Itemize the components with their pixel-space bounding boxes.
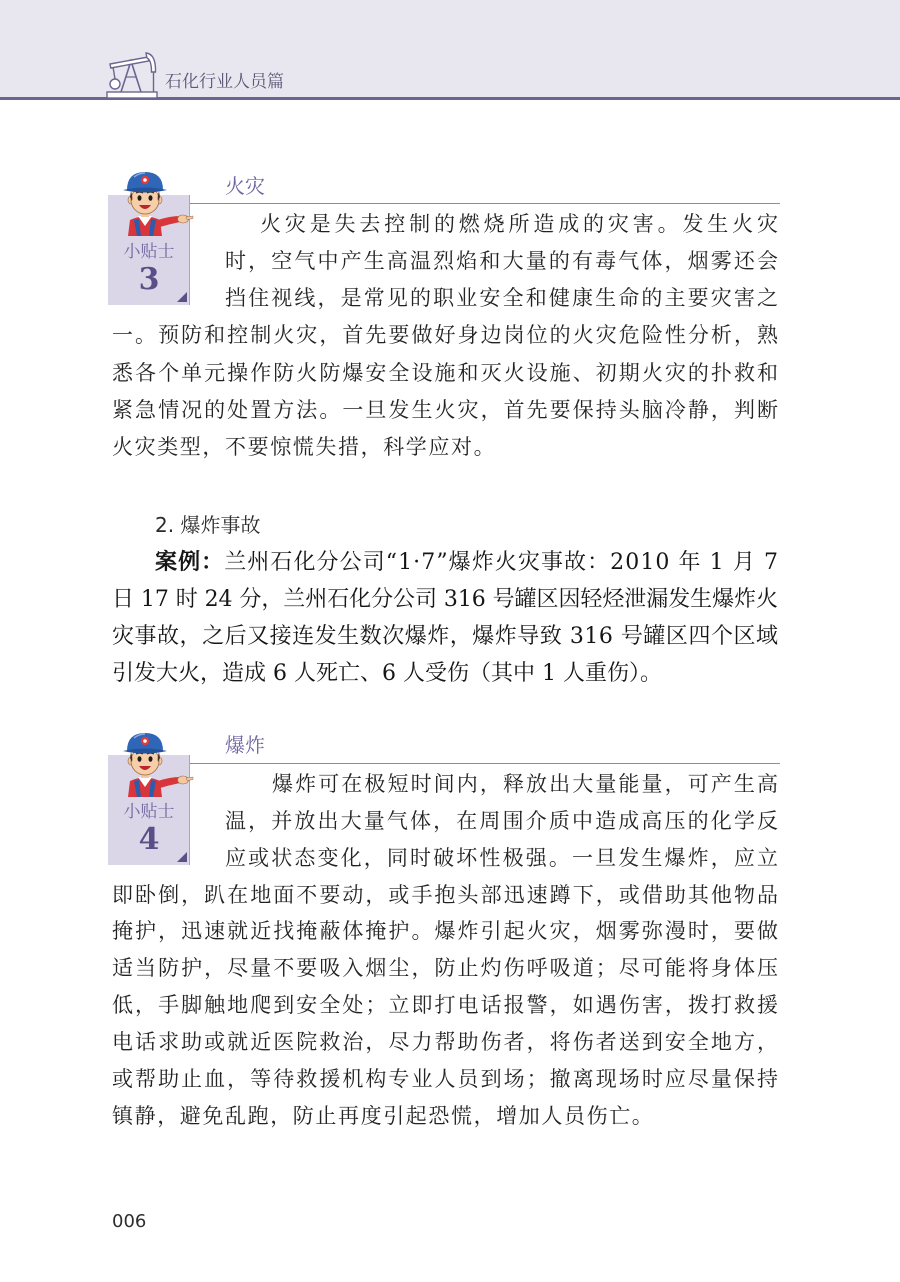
text-line: 电话求助或就近医院救治，尽力帮助伤者，将伤者送到安全地方， xyxy=(112,1030,781,1054)
book-part-title: 石化行业人员篇 xyxy=(165,72,284,92)
text-line: 应或状态变化，同时破坏性极强。一旦发生爆炸，应立 xyxy=(225,846,781,870)
text-line: 镇静，避免乱跑，防止再度引起恐慌，增加人员伤亡。 xyxy=(112,1104,655,1128)
case-label: 案例： xyxy=(155,549,225,575)
tip-title: 爆炸 xyxy=(225,733,265,757)
tip-badge-number: 3 xyxy=(138,262,160,297)
case-line: 灾事故，之后又接连发生数次爆炸，爆炸导致 316 号罐区四个区域 xyxy=(112,624,779,649)
tip-title-rule xyxy=(190,203,780,204)
corner-triangle-icon xyxy=(177,292,187,302)
section-heading: 2. 爆炸事故 xyxy=(155,513,261,537)
case-line xyxy=(155,544,779,581)
tip-badge-label: 小贴士 xyxy=(123,242,175,262)
text-line: 或帮助止血，等待救援机构专业人员到场；撤离现场时应尽量保持 xyxy=(112,1067,781,1091)
tip-title-rule xyxy=(190,763,780,764)
tip-title: 火灾 xyxy=(225,174,265,198)
tip-badge-number: 4 xyxy=(138,822,160,857)
text-line: 一。预防和控制火灾，首先要做好身边岗位的火灾危险性分析，熟 xyxy=(112,323,781,347)
text-line: 火灾是失去控制的燃烧所造成的灾害。发生火灾 xyxy=(260,212,782,236)
page-number: 006 xyxy=(112,1211,147,1232)
worker-mascot-icon xyxy=(118,731,194,797)
text-line: 悉各个单元操作防火防爆安全设施和灭火设施、初期火灾的扑救和 xyxy=(112,361,781,385)
case-line: 引发大火，造成 6 人死亡、6 人受伤（其中 1 人重伤）。 xyxy=(112,661,662,686)
text-line: 适当防护，尽量不要吸入烟尘，防止灼伤呼吸道；尽可能将身体压 xyxy=(112,956,781,980)
text-line: 即卧倒，趴在地面不要动，或手抱头部迅速蹲下，或借助其他物品 xyxy=(112,883,781,907)
text-line: 温，并放出大量气体，在周围介质中造成高压的化学反 xyxy=(225,809,781,833)
worker-mascot-icon xyxy=(118,170,194,236)
text-line: 爆炸可在极短时间内，释放出大量能量，可产生高 xyxy=(272,772,781,796)
case-line: 日 17 时 24 分，兰州石化分公司 316 号罐区因轻烃泄漏发生爆炸火 xyxy=(112,587,778,612)
case-line-text: 兰州石化分公司“1·7”爆炸火灾事故：2010 年 1 月 7 xyxy=(224,550,780,575)
tip-badge-label: 小贴士 xyxy=(123,802,175,822)
corner-triangle-icon xyxy=(177,852,187,862)
oil-pump-jack-icon xyxy=(106,46,158,100)
text-line: 火灾类型，不要惊慌失措，科学应对。 xyxy=(112,435,497,459)
text-line: 时，空气中产生高温烈焰和大量的有毒气体，烟雾还会 xyxy=(225,249,781,273)
text-line: 挡住视线，是常见的职业安全和健康生命的主要灾害之 xyxy=(225,286,781,310)
text-line: 掩护，迅速就近找掩蔽体掩护。爆炸引起火灾，烟雾弥漫时，要做 xyxy=(112,919,781,943)
text-line: 低，手脚触地爬到安全处；立即打电话报警，如遇伤害，拨打救援 xyxy=(112,993,781,1017)
text-line: 紧急情况的处置方法。一旦发生火灾，首先要保持头脑冷静，判断 xyxy=(112,398,781,422)
